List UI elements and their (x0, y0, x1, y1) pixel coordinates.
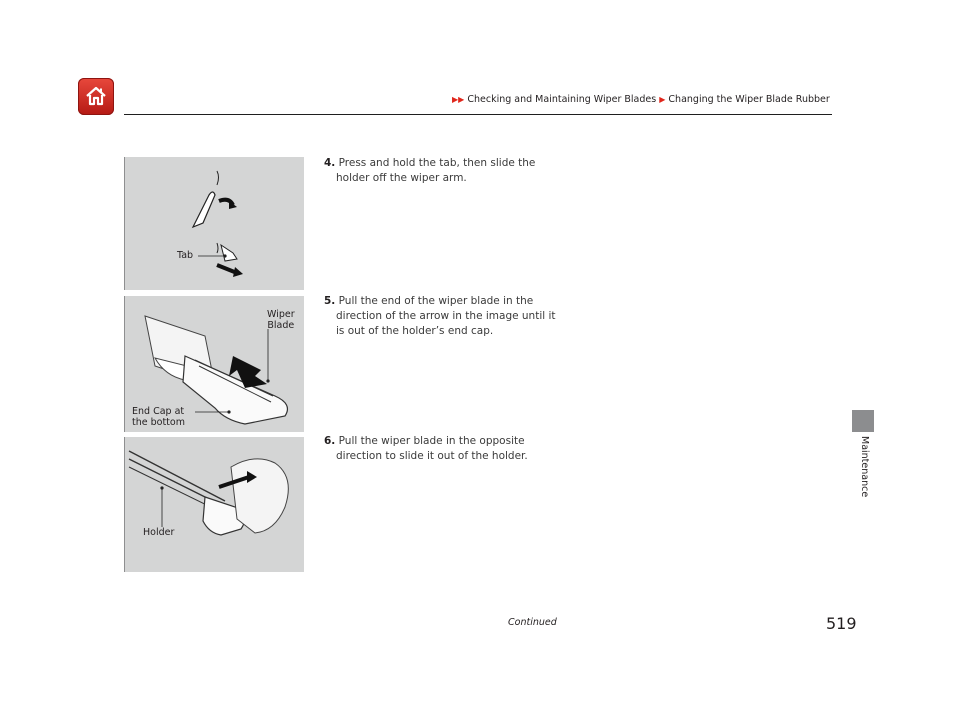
figure-tab (124, 157, 304, 290)
breadcrumb-item[interactable]: Checking and Maintaining Wiper Blades (467, 94, 657, 105)
step-text: Press and hold the tab, then slide the holder off the wiper arm. (336, 157, 536, 184)
home-button[interactable] (78, 78, 114, 115)
step-number: 6. (324, 435, 336, 447)
breadcrumb-item[interactable]: Changing the Wiper Blade Rubber (668, 94, 830, 105)
figure-holder (124, 437, 304, 572)
figure-label-end-cap: End Cap at the bottom (132, 406, 185, 428)
step-number: 5. (324, 295, 336, 307)
step-text: Pull the wiper blade in the opposite direction to slide it out of the holder. (336, 435, 528, 462)
section-tab-marker[interactable] (852, 410, 874, 432)
step-4 (324, 156, 564, 186)
step-text: Pull the end of the wiper blade in the direction of the arrow in the image until it is out of the holder’s end cap. (336, 295, 556, 337)
figure-label-holder: Holder (143, 527, 175, 538)
breadcrumb (452, 94, 830, 105)
step-number: 4. (324, 157, 336, 169)
step-5 (324, 294, 564, 339)
wiper-tab-illustration (125, 157, 304, 290)
breadcrumb-arrow-icon: ▶▶ (452, 95, 465, 104)
continued-label: Continued (508, 617, 557, 628)
step-6 (324, 434, 564, 464)
breadcrumb-arrow-icon: ▶ (659, 95, 666, 104)
figure-wiper-blade (124, 296, 304, 432)
figure-label-tab: Tab (177, 250, 194, 261)
holder-illustration (125, 437, 304, 572)
page-number: 519 (826, 614, 857, 633)
home-icon (84, 84, 108, 108)
section-tab-label[interactable]: Maintenance (859, 436, 870, 498)
header-rule (124, 114, 832, 115)
figure-label-wiper-blade: Wiper Blade (267, 309, 295, 331)
